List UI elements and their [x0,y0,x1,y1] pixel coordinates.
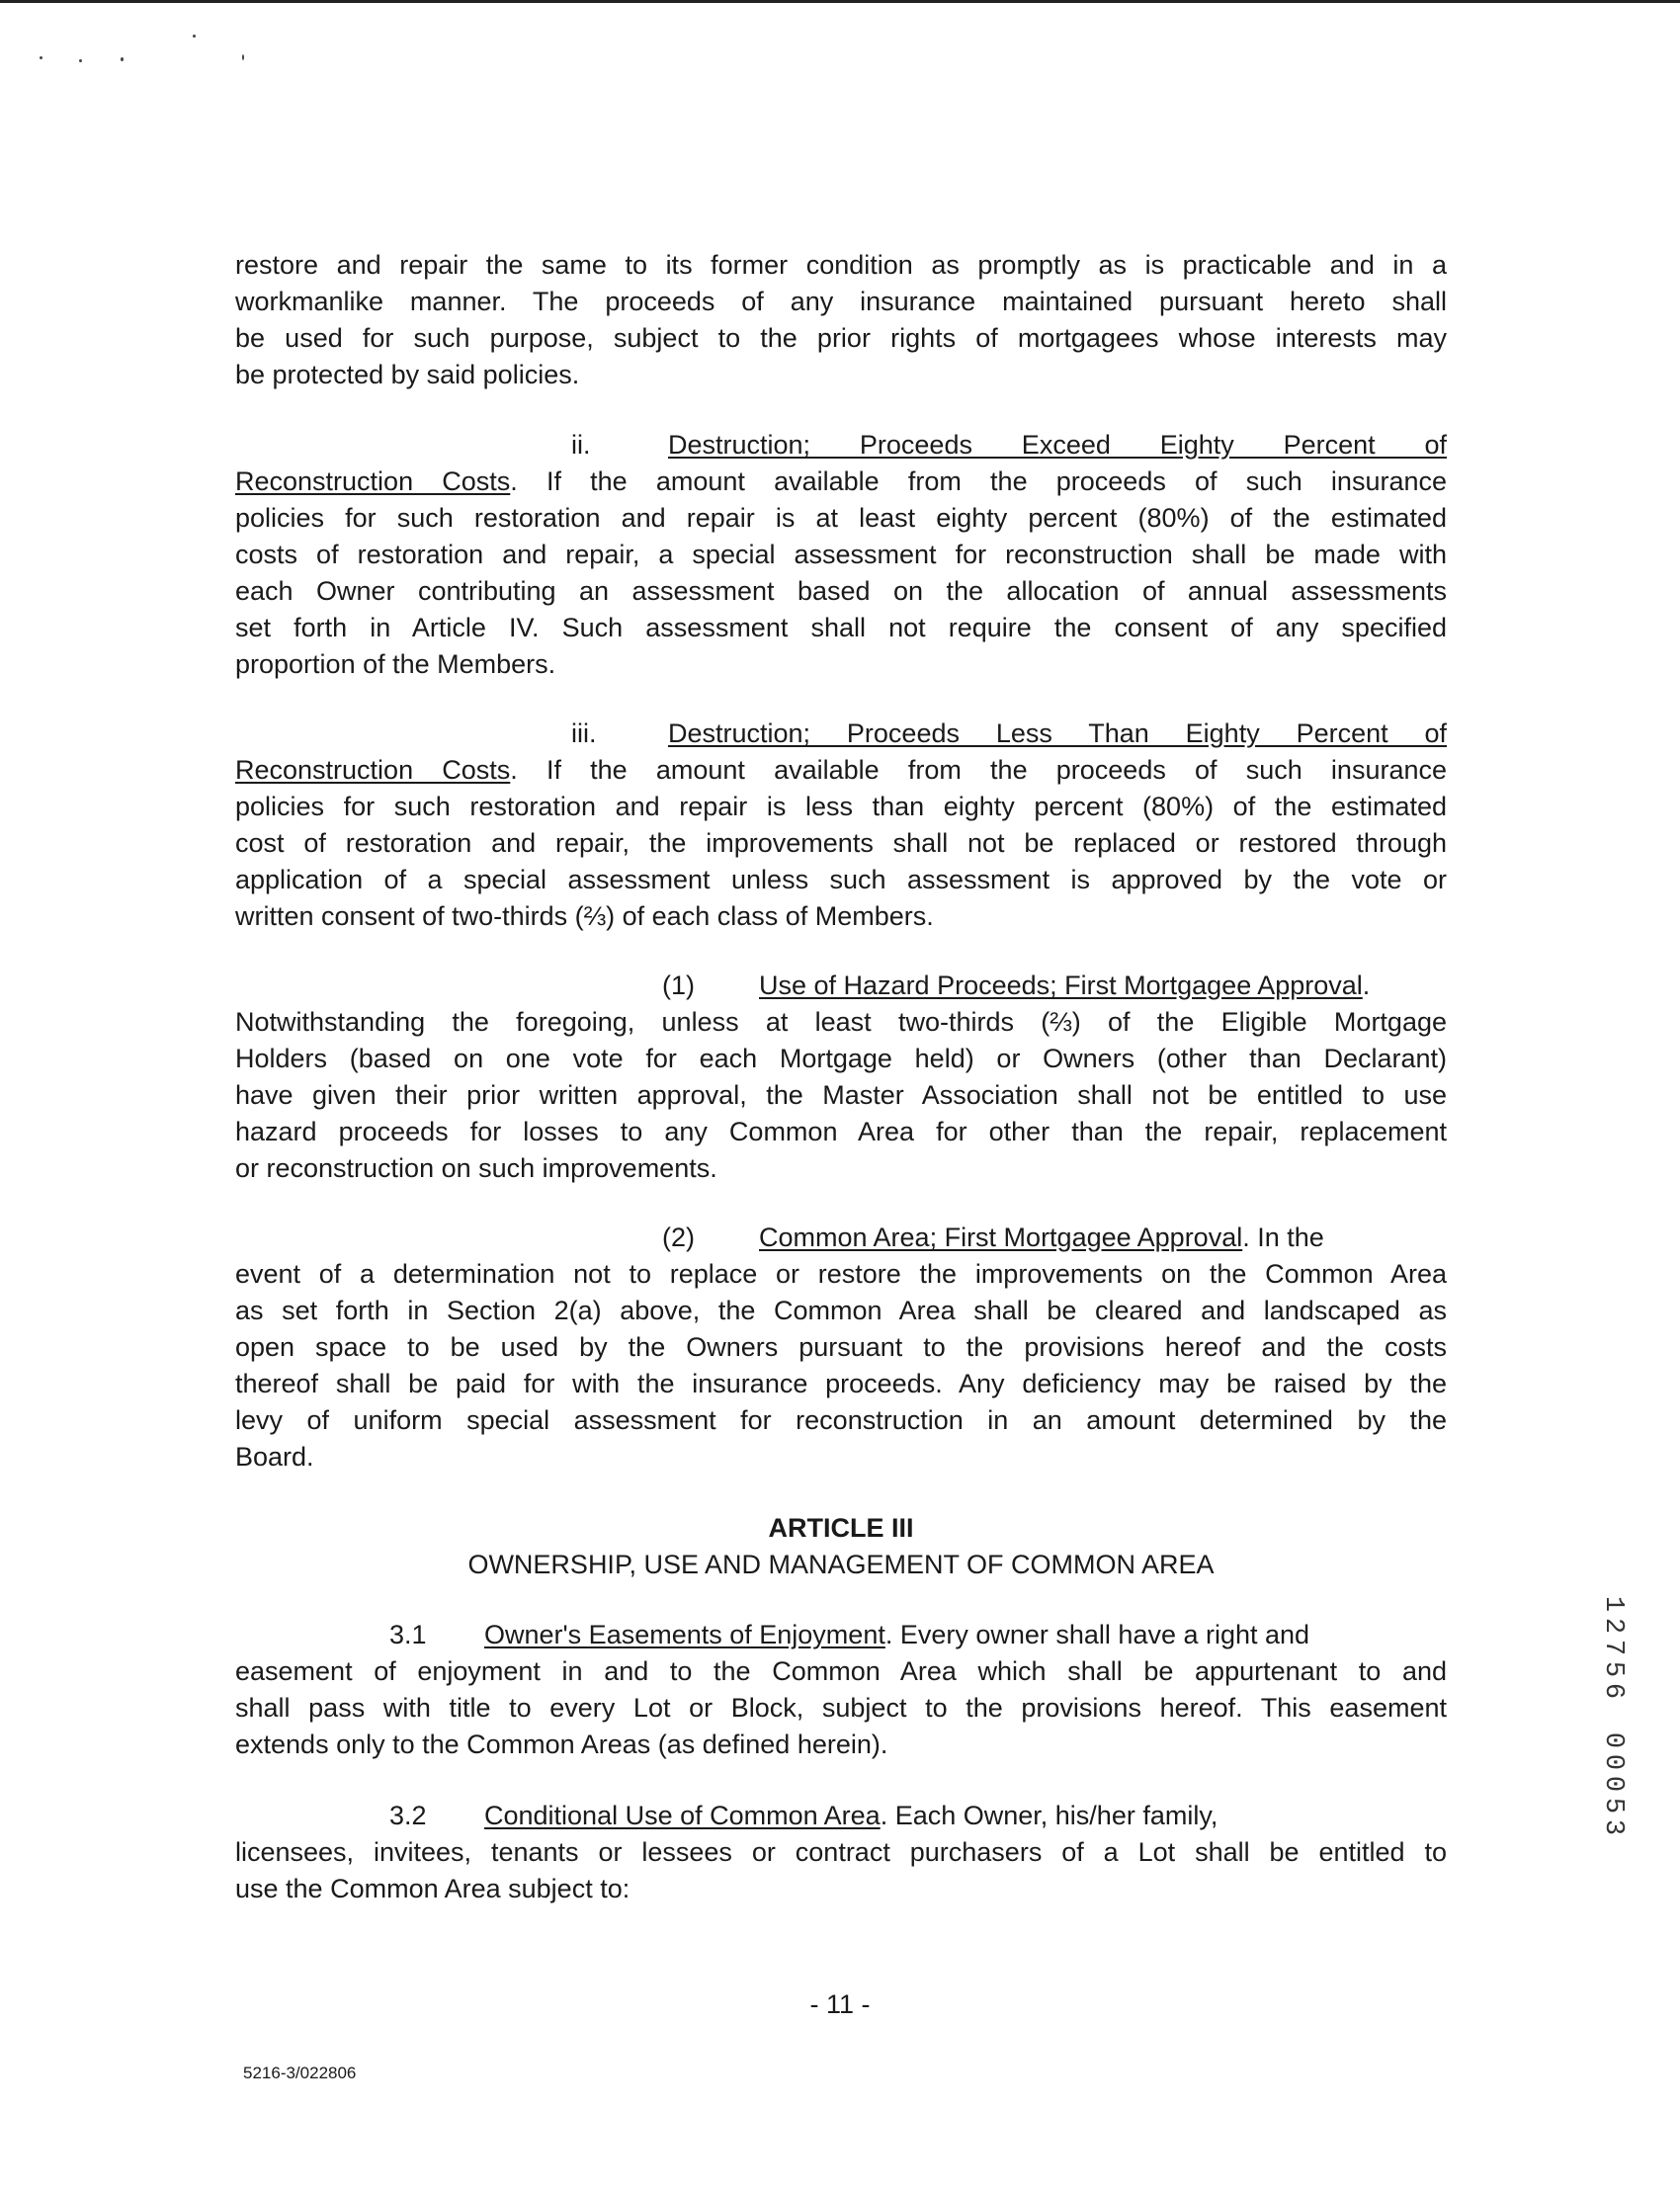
subsection-1 [235,968,1447,1187]
text-line: be protected by said policies. [235,360,580,389]
section-number: 3.2 [389,1801,427,1830]
text-line: extends only to the Common Areas (as defined herein). [235,1730,888,1759]
text-line: costs of restoration and repair, a special assessment for reconstruction shall be made with [235,540,1447,569]
stamp-digit: 7 [1598,1639,1628,1656]
text-line: as set forth in Section 2(a) above, the Common Area shall be cleared and landscaped as [235,1296,1447,1325]
page-number: - 11 - [809,1989,871,2019]
section-heading: Destruction; Proceeds Less Than Eighty Percent of [668,718,1447,748]
section-number: 3.1 [389,1620,427,1649]
stamp-digit: 0 [1598,1753,1628,1771]
text-line: be used for such purpose, subject to the prior rights of mortgagees whose interests may [235,323,1447,353]
section-heading-line [235,427,1447,464]
section-3-2 [235,1798,1447,1907]
scan-edge-line [0,0,1680,3]
text-line: Holders (based on one vote for each Mortgage held) or Owners (other than Declarant) [235,1044,1447,1073]
text-line [235,752,1447,789]
section-number: iii. [571,718,597,748]
paragraph-continuation [235,247,1447,393]
section-heading-cont: Reconstruction Costs [235,466,511,496]
subsection-2 [235,1220,1447,1476]
text-fragment: . Each Owner, his/her family, [880,1801,1218,1830]
section-heading: Common Area; First Mortgagee Approval [759,1223,1243,1252]
section-heading: Conditional Use of Common Area [484,1801,881,1830]
text-line: proportion of the Members. [235,649,556,679]
text-line: thereof shall be paid for with the insurance proceeds. Any deficiency may be raised by the [235,1369,1447,1398]
stamp-digit: 0 [1598,1775,1628,1793]
section-heading: Owner's Easements of Enjoyment [484,1620,885,1649]
text-line: cost of restoration and repair, the improvements shall not be replaced or restored through [235,828,1447,858]
section-heading-line [235,1617,1447,1653]
section-number: (1) [662,970,695,1000]
side-stamp-number [1593,1589,1633,1856]
text-line: licensees, invitees, tenants or lessees or contract purchasers of a Lot shall be entitled to [235,1837,1447,1867]
text-line: Notwithstanding the foregoing, unless at least two-thirds (⅔) of the Eligible Mortgage [235,1007,1447,1037]
text-line: levy of uniform special assessment for reconstruction in an amount determined by the [235,1405,1447,1435]
stamp-digit: 2 [1598,1617,1628,1635]
text-line: shall pass with title to every Lot or Block, subject to the provisions hereof. This easement [235,1693,1447,1723]
text-line [235,464,1447,500]
text-fragment: . [1362,970,1371,1000]
document-code: 5216-3/022806 [243,2064,357,2082]
text-line: have given their prior written approval, the Master Association shall not be entitled to use [235,1080,1447,1110]
stamp-digit: 6 [1598,1682,1628,1700]
stamp-digit: 5 [1598,1797,1628,1814]
text-line: Board. [235,1442,314,1472]
text-line: open space to be used by the Owners pursuant to the provisions hereof and the costs [235,1332,1447,1362]
text-line: written consent of two-thirds (⅔) of each class of Members. [235,901,934,931]
article-title: ARTICLE III [768,1513,914,1543]
text-line: policies for such restoration and repair is less than eighty percent (80%) of the estimated [235,792,1447,821]
text-line: policies for such restoration and repair is at least eighty percent (80%) of the estimated [235,503,1447,533]
section-3-1 [235,1617,1447,1763]
scan-specks [40,40,277,79]
section-heading-line [235,968,1447,1004]
text-line: event of a determination not to replace or restore the improvements on the Common Area [235,1259,1447,1289]
stamp-digit: 1 [1598,1595,1628,1613]
stamp-digit: 0 [1598,1731,1628,1749]
text-fragment: . Every owner shall have a right and [884,1620,1310,1649]
section-number: ii. [571,430,591,460]
text-fragment: . If the amount available from the proceeds of such insurance [510,755,1447,785]
section-iii [235,716,1447,935]
text-line: set forth in Article IV. Such assessment shall not require the consent of any specified [235,613,1447,642]
stamp-digit: 3 [1598,1818,1628,1836]
text-line: workmanlike manner. The proceeds of any insurance maintained pursuant hereto shall [235,287,1447,316]
section-heading: Use of Hazard Proceeds; First Mortgagee Approval [759,970,1363,1000]
section-heading: Destruction; Proceeds Exceed Eighty Percent of [668,430,1447,460]
stamp-digit: 5 [1598,1660,1628,1678]
text-line: use the Common Area subject to: [235,1874,630,1903]
text-line: easement of enjoyment in and to the Common Area which shall be appurtenant to and [235,1656,1447,1686]
text-line: each Owner contributing an assessment based on the allocation of annual assessments [235,576,1447,606]
text-fragment: . In the [1242,1223,1324,1252]
text-line: or reconstruction on such improvements. [235,1153,717,1183]
text-line: application of a special assessment unless such assessment is approved by the vote or [235,865,1447,894]
section-heading-line [235,1220,1447,1256]
text-fragment: . If the amount available from the proceeds of such insurance [510,466,1447,496]
section-ii [235,427,1447,683]
article-subtitle: OWNERSHIP, USE AND MANAGEMENT OF COMMON AREA [467,1550,1215,1579]
section-heading-line [235,1798,1447,1834]
section-heading-cont: Reconstruction Costs [235,755,511,785]
section-number: (2) [662,1223,695,1252]
text-line: restore and repair the same to its former condition as promptly as is practicable and in a [235,250,1447,280]
section-heading-line [235,716,1447,752]
text-line: hazard proceeds for losses to any Common Area for other than the repair, replacement [235,1117,1447,1146]
